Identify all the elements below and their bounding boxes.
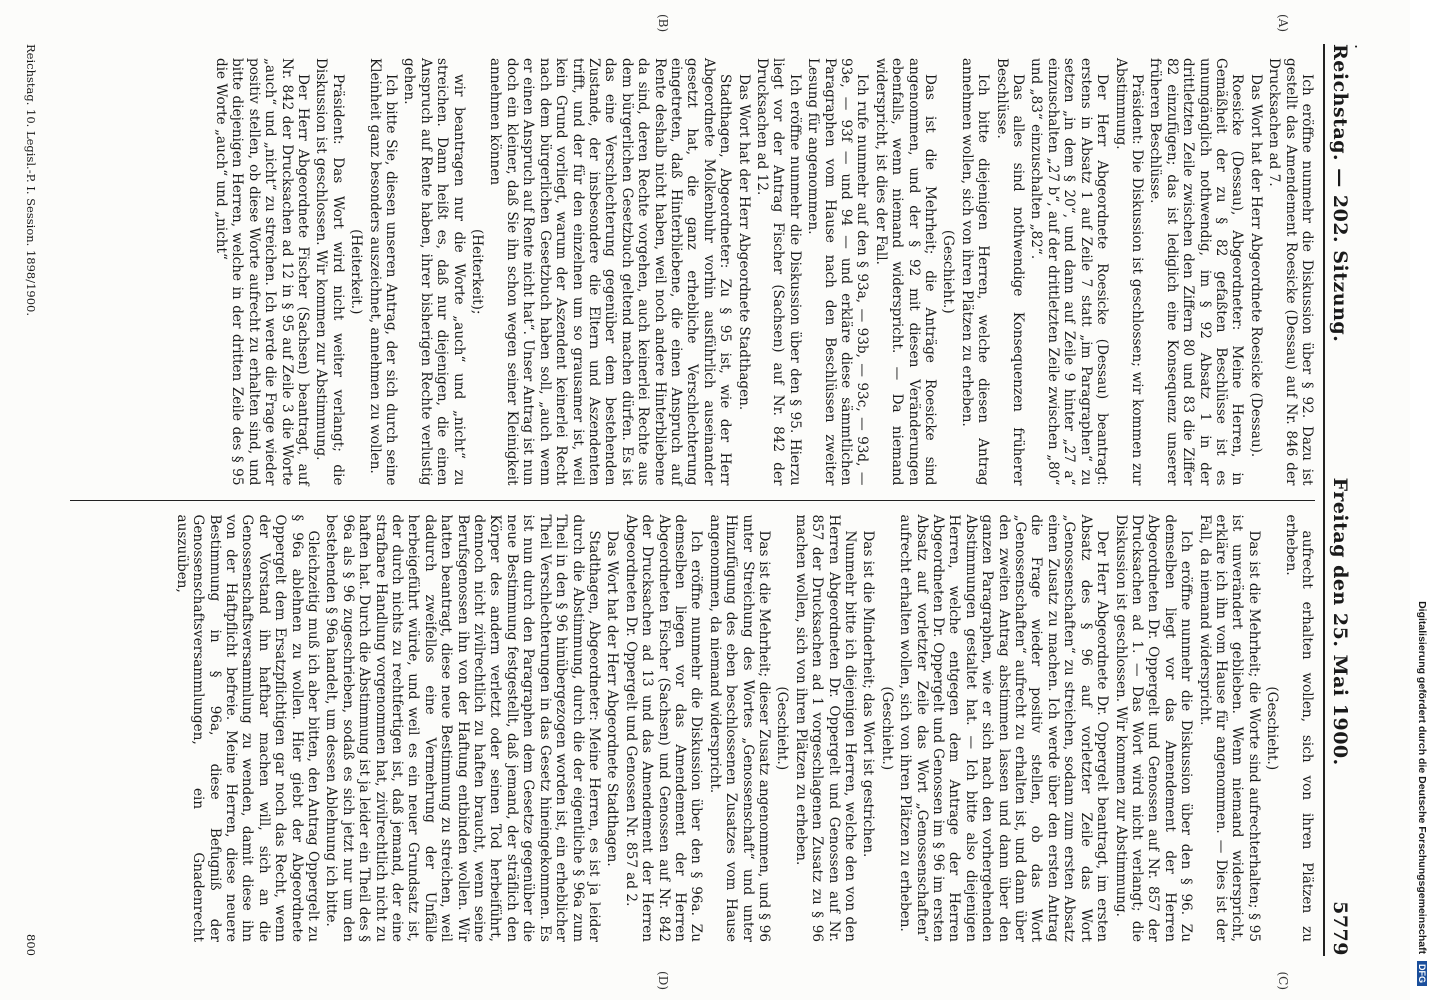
paragraph: Gleichzeitig muß ich aber bitten, den Antrag Oppergelt zu § 96a ablehnen zu wollen. Hier giebt der Abgeordnete Oppergelt dem Ersatzpflichtigen gar noch das Recht, wenn der Vorstand ihn haftbar machen will, sich an die Genossenschaftsversammlung zu wenden, damit diese ihn von der Haftpflicht befreie. Meine Herren, diese neuere Bestimmung in § 96a, diese Befugniß der Genossenschaftsversammlungen, ein Gnadenrecht auszuüben,: [173, 514, 322, 942]
page-footer: [24, 44, 38, 956]
paragraph: (Geschieht.): [774, 686, 791, 771]
margin-mark-c: (C): [1276, 971, 1290, 990]
paragraph: Ich rufe nunmehr auf den § 93a, — 93b, — 93c, — 93d, — 93e, — 93f — und 94 — und erkläre diese sämmtlichen Paragraphen vom Hause nach den Beschlüssen zweiter Lesung für angenommen.: [805, 58, 871, 486]
credit-text: Digitalisierung gefördert durch die Deutsche Forschungsgemeinschaft: [1416, 601, 1428, 955]
paragraph: wir beantragen nur die Worte „auch“ und „nicht“ zu streichen. Dann heißt es, daß nur diejenigen, die einen Anspruch auf Rente haben, ihrer bisherigen Rechte verlustig gehen.: [401, 58, 467, 486]
paragraph: (Heiterkeit.): [348, 229, 365, 315]
paragraph: Stadthagen, Abgeordneter: Meine Herren, es ist ja leider durch die Abstimmung, durch die der eigentliche § 96a zum Theil in den § 96 hinübergezogen worden ist, ein erheblicher Theil Verschlechterungen in das Gesetz hineingekommen. Es ist nun durch den Paragraphen dem Gesetze gegenüber die neue Bestimmung festgestellt, daß jemand, der sträflich den Körper des andern verletzt oder seinen Tod herbeiführt, dennoch nicht zivilrechtlich zu haften braucht, wenn seine Berufsgenossen ihn von der Haftung entbinden wollen. Wir hatten beantragt, diese neue Bestimmung zu streichen, weil dadurch zweifellos eine Vermehrung der Unfälle herbeigeführt würde, und weil es ein neuer Grundsatz ist, der durch nichts zu rechtfertigen ist, daß jemand, der eine strafbare Handlung vorgenommen hat, zivilrechtlich nicht zu haften hat. Durch die Abstimmung ist ja leider ein Theil des § 96a als § 96 zugeschrieben, sodaß es sich jetzt nur um den bestehenden § 96a handelt, um dessen Ablehnung ich bitte.: [323, 514, 602, 942]
paragraph: Ich eröffne nunmehr die Diskussion über den § 96a. Zu demselben liegen vor das Amendement der Herren Abgeordneten Fischer (Sachsen) und Genossen auf Nr. 842 der Drucksachen ad 13 und das Amendement der Herren Abgeordneten Dr. Oppergelt und Genossen Nr. 857 ad 2.: [622, 514, 705, 942]
text-columns: [70, 44, 1315, 956]
paragraph: Der Herr Abgeordnete Fischer (Sachsen) beantragt, auf Nr. 842 der Drucksachen ad 12 in § 95 auf Zeile 3 die Worte „auch“ und „nicht“ zu streichen. Ich werde die Frage wieder positiv stellen, ob diese Worte aufrecht zu erhalten sind, und bitte diejenigen Herren, welche in der dritten Zeile des § 95 die Worte „auch“ und „nicht“: [213, 58, 312, 486]
paragraph: Ich bitte diejenigen Herren, welche diesen Antrag annehmen wollen, sich von ihren Plätzen zu erheben.: [958, 58, 992, 486]
paragraph: Der Herr Abgeordnete Dr. Oppergelt beantragt, im ersten Absatz des § 96 auf vorletzter Zeile das Wort „Genossenschaften“ zu streichen, sodann zum ersten Absatz einen Zusatz zu machen. Ich werde über den ersten Antrag die Frage wieder positiv stellen, ob das Wort „Genossenschaften“ aufrecht zu erhalten ist, und dann über den zweiten Antrag abstimmen lassen und dann über den ganzen Paragraphen, wie er sich nach den vorhergehenden Abstimmungen gestaltet hat. — Ich bitte also diejenigen Herren, welche entgegen dem Antrage der Herren Abgeordneten Dr. Oppergelt und Genossen im § 96 im ersten Absatz auf vorletzter Zeile das Wort „Genossenschaften“ aufrecht erhalten wollen, sich von ihren Plätzen zu erheben.: [897, 514, 1111, 942]
paragraph: (Geschieht.): [940, 229, 957, 314]
left-column: [70, 44, 1315, 500]
paragraph: Ich eröffne nunmehr die Diskussion über § 92. Dazu ist gestellt das Amendement Roesicke (Dessau) auf Nr. 846 der Drucksachen ad 7.: [1266, 58, 1315, 486]
paragraph: Nunmehr bitte ich diejenigen Herren, welche den von den Herren Abgeordneten Dr. Oppergelt und Genossen auf Nr. 857 der Drucksachen ad 1 vorgeschlagenen Zusatz zu § 96 machen wollen, sich von ihren Plätzen zu erheben.: [792, 514, 859, 942]
paragraph: Ich eröffne nunmehr die Diskussion über den § 96. Zu demselben liegt vor das Amendement der Herren Abgeordneten Dr. Oppergelt und Genossen auf Nr. 857 der Drucksachen ad 1. — Das Wort wird nicht verlangt; die Diskussion ist geschlossen. Wir kommen zur Abstimmung.: [1112, 514, 1195, 942]
paragraph: aufrecht erhalten wollen, sich von ihren Plätzen zu erheben.: [1282, 514, 1315, 942]
paragraph: Das ist die Mehrheit; die Anträge Roesicke sind angenommen, und der § 92 mit diesen Veränderungen ebenfalls, wenn niemand widerspricht. — Da niemand widerspricht, ist dies der Fall.: [872, 58, 939, 486]
paragraph: Präsident: Das Wort wird nicht weiter verlangt; die Diskussion ist geschlossen. Wir kommen zur Abstimmung.: [313, 58, 346, 486]
paragraph: Ich bitte Sie, diesen unseren Antrag, der sich durch seine Kleinheit ganz besonders auszeichnet, annehmen zu wollen.: [366, 58, 400, 486]
paragraph: (Geschieht.): [878, 686, 895, 771]
sheet-number: 800: [24, 934, 38, 956]
paragraph: Das ist die Mehrheit; dieser Zusatz angenommen, und § 96 unter Streichung des Wortes „Genossenschaft“ und unter Hinzufügung des eben beschlossenen Zusatzes vom Hause angenommen, da niemand widerspricht.: [706, 514, 772, 942]
paragraph: Präsident: Die Diskussion ist geschlossen; wir kommen zur Abstimmung.: [1112, 58, 1145, 486]
paragraph: Das alles sind nothwendige Konsequenzen früherer Beschlüsse.: [993, 58, 1027, 486]
margin-mark-b: (B): [656, 14, 670, 33]
paragraph: (Geschieht.): [1264, 686, 1281, 771]
page-header: [1323, 44, 1351, 956]
dfg-logo: DFG: [1417, 961, 1427, 986]
paragraph: (Heiterkeit);: [469, 228, 486, 315]
paragraph: Das Wort hat der Herr Abgeordnete Roesicke (Dessau).: [1247, 74, 1264, 458]
paragraph: Das ist die Minderheit; das Wort ist gestrichen.: [860, 530, 877, 858]
margin-mark-a: (A): [1276, 14, 1290, 33]
paragraph: Das ist die Mehrheit; die Worte sind aufrechterhalten; § 95 ist unverändert geblieben. Wenn niemand widerspricht, erkläre ich ihn vom Hause für angenommen. — Dies ist der Fall, da niemand widerspricht.: [1196, 514, 1262, 942]
rotated-page: . Reichstag. — 202. Sitzung. Freitag den 25. Mai 1900. 5779 (A) (B) (C) (D) Ich eröffne nunmehr die Diskussion über § 92. Dazu ist gestellt das Amendement Roesicke (Dessau) auf Nr. 846 der Drucksachen ad 7. Das Wort hat der Herr Abgeordnete Roesicke (Dessau). Roesicke (Dessau), Abgeordneter: Meine Herren, in Gemäßheit der zu § 82 gefaßten Beschlüsse ist es unumgänglich nothwendig, im § 92 Absatz 1 in der drittletzten Zeile zwischen den Ziffern 80 und 83 die Ziffer 82 einzufügen; das ist lediglich eine Konsequenz unserer früheren Beschlüsse. Präsident: Die Diskussion ist geschlossen; wir kommen zur Abstimmung. Der Herr Abgeordnete Roesicke (Dessau) beantragt: erstens in Absatz 1 auf Zeile 7 statt „im Paragraphen“ zu setzen „in dem § 20“, und dann auf Zeile 9 hinter „27 a“ einzuschalten „27 b“, auf der drittletzten Zeile zwischen „80“ und „83“ einzuschalten „82“. Das alles sind nothwendige Konsequenzen früherer Beschlüsse. Ich bitte diejenigen Herren, welche diesen Antrag annehmen wollen, sich von ihren Plätzen zu erheben. (Geschieht.) Das ist die Mehrheit; die Anträge Roesicke sind angenommen, und der § 92 mit diesen Veränderungen ebenfalls, wenn niemand widerspricht. — Da niemand widerspricht, ist dies der Fall. Ich rufe nunmehr auf den § 93a, — 93b, — 93c, — 93d, — 93e, — 93f — und 94 — und erkläre diese sämmtlichen Paragraphen vom Hause nach den Beschlüssen zweiter Lesung für angenommen. Ich eröffne nunmehr die Diskussion über den § 95. Hierzu liegt vor der Antrag Fischer (Sachsen) auf Nr. 842 der Drucksachen ad 12. Das Wort hat der Herr Abgeordnete Stadthagen. Stadthagen, Abgeordneter: Zu § 95 ist, wie der Herr Abgeordnete Molkenbuhr vorhin ausführlich auseinander gesetzt hat, die ganz erhebliche Verschlechterung eingetreten, daß Hinterbliebene, die einen Anspruch auf Rente deshalb nicht haben, weil noch andere Hinterbliebene da sind, deren Rechte vorgehen, auch keinerlei Rechte aus dem bürgerlichen Gesetzbuch geltend machen dürfen. Es ist das eine Verschlechterung gegenüber dem bestehenden Zustande, der insbesondere die Eltern und Aszendenten trifft, und der für den einzelnen um so grausamer ist, weil kein Grund vorliegt, warum der Aszendent keinerlei Recht nach dem bürgerlichen Gesetzbuch haben soll, „auch wenn er einen Anspruch auf Rente nicht hat“. Unser Antrag ist nun doch ein kleiner, daß Sie ihn schon wegen seiner Kleinigkeit annehmen können (Heiterkeit); wir beantragen nur die Worte „auch“ und „nicht“ zu streichen. Dann heißt es, daß nur diejenigen, die einen Anspruch auf Rente haben, ihrer bisherigen Rechte verlustig gehen. Ich bitte Sie, diesen unseren Antrag, der sich durch seine Kleinheit ganz besonders auszeichnet, annehmen zu wollen. (Heiterkeit.) Präsident: Das Wort wird nicht weiter verlangt; die Diskussion ist geschlossen. Wir kommen zur Abstimmung. Der Herr Abgeordnete Fischer (Sachsen) beantragt, auf Nr. 842 der Drucksachen ad 12 in § 95 auf Zeile 3 die Worte „auch“ und „nicht“ zu streichen. Ich werde die Frage wieder positiv stellen, ob diese Worte aufrecht zu erhalten sind, und bitte diejenigen Herren, welche in der dritten Zeile des § 95 die Worte „auch“ und „nicht“ aufrecht erhalten wollen, sich von ihren Plätzen zu erheben. (Geschieht.) Das ist die Mehrheit; die Worte sind aufrechterhalten; § 95 ist unverändert geblieben. Wenn niemand widerspricht, erkläre ich ihn vom Hause für angenommen. — Dies ist der Fall, da niemand widerspricht. Ich eröffne nunmehr die Diskussion über den § 96. Zu demselben liegt vor das Amendement der Herren Abgeordneten Dr. Oppergelt und Genossen auf Nr. 857 der Drucksachen ad 1. — Das Wort wird nicht verlangt; die Diskussion ist geschlossen. Wir kommen zur Abstimmung. Der Herr Abgeordnete Dr. Oppergelt beantragt, im ersten Absatz des § 96 auf vorletzter Zeile das Wort „Genossenschaften“ zu streichen, sodann zum ersten Absatz einen Zusatz zu machen. Ich werde über den ersten Antrag die Frage wieder positiv stellen, ob das Wort „Genossenschaften“ aufrecht zu erhalten ist, und dann über den zweiten Antrag abstimmen lassen und dann über den ganzen Paragraphen, wie er sich nach den vorhergehenden Abstimmungen gestaltet hat. — Ich bitte also diejenigen Herren, welche entgegen dem Antrage der Herren Abgeordneten Dr. Oppergelt und Genossen im § 96 im ersten Absatz auf vorletzter Zeile das Wort „Genossenschaften“ aufrecht erhalten wollen, sich von ihren Plätzen zu erheben. (Geschieht.) Das ist die Minderheit; das Wort ist gestrichen. Nunmehr bitte ich diejenigen Herren, welche den von den Herren Abgeordneten Dr. Oppergelt und Genossen auf Nr. 857 der Drucksachen ad 1 vorgeschlagenen Zusatz zu § 96 machen wollen, sich von ihren Plätzen zu erheben. (Geschieht.) Das ist die Mehrheit; dieser Zusatz angenommen, und § 96 unter Streichung des Wortes „Genossenschaft“ und unter Hinzufügung des eben beschlossenen Zusatzes vom Hause angenommen, da niemand widerspricht. Ich eröffne nunmehr die Diskussion über den § 96a. Zu demselben liegen vor das Amendement der Herren Abgeordneten Fischer (Sachsen) und Genossen auf Nr. 842 der Drucksachen ad 13 und das Amendement der Herren Abgeordneten Dr. Oppergelt und Genossen Nr. 857 ad 2. Das Wort hat der Herr Abgeordnete Stadthagen. Stadthagen, Abgeordneter: Meine Herren, es ist ja leider durch die Abstimmung, durch die der eigentliche § 96a zum Theil in den § 96 hinübergezogen worden ist, ein erheblicher Theil Verschlechterungen in das Gesetz hineingekommen. Es ist nun durch den Paragraphen dem Gesetze gegenüber die neue Bestimmung festgestellt, daß jemand, der sträflich den Körper des andern verletzt oder seinen Tod herbeiführt, dennoch nicht zivilrechtlich zu haften braucht, wenn seine Berufsgenossen ihn von der Haftung entbinden wollen. Wir hatten beantragt, diese neue Bestimmung zu streichen, weil dadurch zweifellos eine Vermehrung der Unfälle herbeigeführt würde, und weil es ein neuer Grundsatz ist, der durch nichts zu rechtfertigen ist, daß jemand, der eine strafbare Handlung vorgenommen hat, zivilrechtlich nicht zu haften hat. Durch die Abstimmung ist ja leider ein Theil des § 96a als § 96 zugeschrieben, sodaß es sich jetzt nur um den bestehenden § 96a handelt, um dessen Ablehnung ich bitte. Gleichzeitig muß ich aber bitten, den Antrag Oppergelt zu § 96a ablehnen zu wollen. Hier giebt der Abgeordnete Oppergelt dem Ersatzpflichtigen gar noch das Recht, wenn der Vorstand ihn haftbar machen will, sich an die Genossenschaftsversammlung zu wenden, damit diese ihn von der Haftpflicht befreie. Meine Herren, diese neuere Bestimmung in § 96a, diese Befugniß der Genossenschaftsversammlungen, ein Gnadenrecht auszuüben, Reichstag. 10. Legisl.-P. I. Session. 1898/1900. 800: [0, 0, 1410, 1000]
margin-mark-d: (D): [656, 971, 670, 990]
digitization-credit: [1410, 6, 1430, 994]
paragraph: Roesicke (Dessau), Abgeordneter: Meine Herren, in Gemäßheit der zu § 82 gefaßten Beschlüsse ist es unumgänglich nothwendig, im § 92 Absatz 1 in der drittletzten Zeile zwischen den Ziffern 80 und 83 die Ziffer 82 einzufügen; das ist lediglich eine Konsequenz unserer früheren Beschlüsse.: [1147, 58, 1246, 486]
header-left: Reichstag. — 202. Sitzung.: [1329, 44, 1351, 343]
paragraph: Stadthagen, Abgeordneter: Zu § 95 ist, wie der Herr Abgeordnete Molkenbuhr vorhin ausführlich auseinander gesetzt hat, die ganz erhebliche Verschlechterung eingetreten, daß Hinterbliebene, die einen Anspruch auf Rente deshalb nicht haben, weil noch andere Hinterbliebene da sind, deren Rechte vorgehen, auch keinerlei Rechte aus dem bürgerlichen Gesetzbuch geltend machen dürfen. Es ist das eine Verschlechterung gegenüber dem bestehenden Zustande, der insbesondere die Eltern und Aszendenten trifft, und der für den einzelnen um so grausamer ist, weil kein Grund vorliegt, warum der Aszendent keinerlei Recht nach dem bürgerlichen Gesetzbuch haben soll, „auch wenn er einen Anspruch auf Rente nicht hat“. Unser Antrag ist nun doch ein kleiner, daß Sie ihn schon wegen seiner Kleinigkeit annehmen können: [487, 58, 734, 486]
header-center: Freitag den 25. Mai 1900.: [1329, 477, 1351, 766]
footer-imprint: Reichstag. 10. Legisl.-P. I. Session. 1898/1900.: [24, 44, 38, 317]
paragraph: Das Wort hat der Herr Abgeordnete Stadthagen.: [604, 530, 621, 867]
paragraph: Das Wort hat der Herr Abgeordnete Stadthagen.: [735, 74, 752, 411]
paragraph: Ich eröffne nunmehr die Diskussion über den § 95. Hierzu liegt vor der Antrag Fischer (Sachsen) auf Nr. 842 der Drucksachen ad 12.: [754, 58, 803, 486]
page-number: 5779: [1329, 901, 1351, 956]
right-column: [70, 500, 1315, 957]
paragraph: Der Herr Abgeordnete Roesicke (Dessau) beantragt: erstens in Absatz 1 auf Zeile 7 statt „im Paragraphen“ zu setzen „in dem § 20“, und dann auf Zeile 9 hinter „27 a“ einzuschalten „27 b“, auf der drittletzten Zeile zwischen „80“ und „83“ einzuschalten „82“.: [1028, 58, 1111, 486]
